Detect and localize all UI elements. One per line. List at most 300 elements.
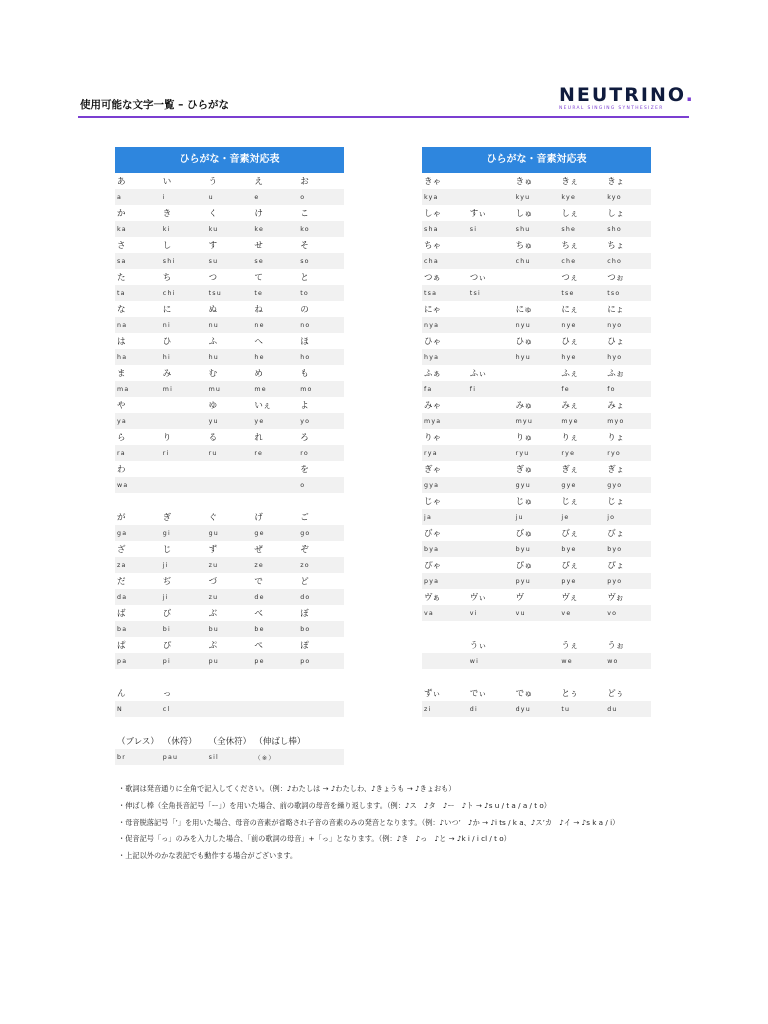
- phoneme-cell: kye: [561, 193, 577, 201]
- kana-cell: ね: [254, 305, 263, 315]
- phoneme-cell: kyo: [607, 193, 622, 201]
- special-kana-row: [115, 733, 344, 749]
- kana-cell: ふぁ: [424, 369, 442, 379]
- kana-cell: か: [117, 209, 126, 219]
- phoneme-cell: we: [561, 657, 573, 665]
- phoneme-row: [115, 525, 344, 541]
- phoneme-cell: mi: [162, 385, 174, 393]
- phoneme-cell: po: [300, 657, 311, 665]
- phoneme-cell: su: [208, 257, 219, 265]
- phoneme-cell: ha: [117, 353, 128, 361]
- phoneme-cell: ge: [254, 529, 265, 537]
- phoneme-cell: ja: [424, 513, 433, 521]
- note-item: ・母音脱落記号「’」を用いた場合、母音の音素が省略され子音の音素のみの発音となります。（例：♪いつ’ ♪か → ♪i ts / k a、♪ス’カ ♪イ → ♪s k a / i）: [118, 817, 620, 827]
- kana-cell: ヴぃ: [469, 593, 487, 603]
- phoneme-row: [422, 477, 651, 493]
- phoneme-row: [422, 701, 651, 717]
- kana-cell: うぉ: [607, 641, 625, 651]
- kana-cell: む: [208, 369, 218, 379]
- kana-cell: と: [300, 273, 309, 283]
- phoneme-cell: wa: [117, 481, 129, 489]
- phoneme-row: [422, 349, 651, 365]
- kana-cell: ぷ: [208, 641, 218, 651]
- phoneme-cell: ho: [300, 353, 311, 361]
- kana-row: [115, 205, 344, 221]
- phoneme-cell: re: [254, 449, 264, 457]
- kana-cell: りぇ: [561, 433, 579, 443]
- phoneme-cell: nya: [424, 321, 440, 329]
- kana-cell: ま: [117, 369, 126, 379]
- phoneme-cell: ji: [162, 593, 169, 601]
- phoneme-cell: ma: [117, 385, 130, 393]
- kana-row: [422, 685, 651, 701]
- phoneme-cell: N: [117, 705, 123, 713]
- kana-cell: しゃ: [424, 209, 442, 219]
- phoneme-cell: sha: [424, 225, 439, 233]
- phoneme-cell: hyu: [515, 353, 531, 361]
- kana-cell: く: [208, 209, 218, 219]
- phoneme-cell: cho: [607, 257, 623, 265]
- kana-cell: どぅ: [607, 689, 625, 699]
- phoneme-cell: byu: [515, 545, 531, 553]
- kana-cell: の: [300, 305, 309, 315]
- phoneme-row: [115, 221, 344, 237]
- phoneme-cell: pi: [162, 657, 171, 665]
- phoneme-cell: mya: [424, 417, 442, 425]
- kana-cell: ヴぁ: [424, 593, 441, 603]
- kana-row: [115, 509, 344, 525]
- phoneme-cell: gyu: [515, 481, 531, 489]
- hiragana-compound-table: [422, 147, 651, 717]
- kana-row: [422, 525, 651, 541]
- phoneme-cell: pa: [117, 657, 128, 665]
- kana-row: [422, 333, 651, 349]
- phoneme-cell: ta: [117, 289, 126, 297]
- phoneme-cell: tso: [607, 289, 621, 297]
- kana-cell: こ: [300, 209, 309, 219]
- kana-cell: ぴょ: [607, 561, 625, 571]
- kana-cell: ぎょ: [607, 465, 625, 475]
- kana-row: [115, 685, 344, 701]
- phoneme-cell: bye: [561, 545, 577, 553]
- kana-cell: ふぇ: [561, 369, 579, 379]
- kana-cell: ご: [300, 513, 309, 523]
- kana-cell: ぞ: [300, 545, 309, 555]
- phoneme-cell: ri: [162, 449, 170, 457]
- kana-cell: しょ: [607, 209, 625, 219]
- table-spacer: [115, 669, 344, 685]
- phoneme-cell: pye: [561, 577, 577, 585]
- phoneme-cell: mye: [561, 417, 579, 425]
- kana-cell: を: [300, 465, 309, 475]
- kana-cell: りゅ: [515, 433, 533, 443]
- usage-notes: [118, 781, 718, 865]
- phoneme-row: [422, 653, 651, 669]
- kana-cell: て: [254, 273, 263, 283]
- phoneme-cell: pyo: [607, 577, 623, 585]
- logo-dot: .: [685, 84, 695, 106]
- phoneme-row: [115, 701, 344, 717]
- special-label-full-rest: （全休符）: [208, 737, 252, 747]
- phoneme-cell: shi: [162, 257, 176, 265]
- logo-wordmark: [559, 84, 695, 106]
- kana-row: [115, 269, 344, 285]
- phoneme-cell: myo: [607, 417, 625, 425]
- phoneme-cell: ze: [254, 561, 264, 569]
- kana-cell: し: [162, 241, 172, 251]
- kana-cell: しぇ: [561, 209, 579, 219]
- kana-row: [115, 461, 344, 477]
- kana-cell: りょ: [607, 433, 625, 443]
- kana-cell: じ: [162, 545, 172, 555]
- kana-row: [115, 573, 344, 589]
- kana-cell: い: [162, 177, 172, 187]
- phoneme-cell: bi: [162, 625, 171, 633]
- kana-cell: にょ: [607, 305, 625, 315]
- phoneme-cell: va: [424, 609, 434, 617]
- phoneme-row: [115, 557, 344, 573]
- kana-cell: ひ: [162, 337, 172, 347]
- phoneme-row: [115, 653, 344, 669]
- phoneme-cell: sho: [607, 225, 622, 233]
- phoneme-row: [115, 477, 344, 493]
- kana-cell: ぎゃ: [424, 465, 442, 475]
- kana-cell: じゅ: [515, 497, 533, 507]
- phoneme-cell: zu: [208, 593, 219, 601]
- phoneme-cell: nyo: [607, 321, 623, 329]
- phoneme-cell: wo: [607, 657, 619, 665]
- kana-row: [422, 173, 651, 189]
- kana-cell: さ: [117, 241, 126, 251]
- kana-cell: も: [300, 369, 309, 379]
- kana-cell: ぜ: [254, 545, 263, 555]
- phoneme-row: [422, 413, 651, 429]
- phoneme-breath: br: [117, 753, 126, 761]
- kana-row: [422, 461, 651, 477]
- kana-cell: ふぃ: [469, 369, 487, 379]
- phoneme-cell: ye: [254, 417, 265, 425]
- phoneme-cell: do: [300, 593, 311, 601]
- kana-cell: ひゃ: [424, 337, 442, 347]
- phoneme-cell: se: [254, 257, 264, 265]
- kana-cell: ぐ: [208, 513, 218, 523]
- kana-cell: びぇ: [561, 529, 579, 539]
- table-spacer: [115, 493, 344, 509]
- kana-cell: ヴぉ: [607, 593, 624, 603]
- phoneme-cell: de: [254, 593, 265, 601]
- kana-cell: みょ: [607, 401, 625, 411]
- phoneme-cell: tse: [561, 289, 575, 297]
- kana-cell: み: [162, 369, 172, 379]
- phoneme-cell: ya: [117, 417, 127, 425]
- kana-row: [422, 237, 651, 253]
- kana-cell: じょ: [607, 497, 625, 507]
- phoneme-cell: yu: [208, 417, 219, 425]
- phoneme-cell: gya: [424, 481, 440, 489]
- kana-row: [422, 205, 651, 221]
- phoneme-cell: bo: [300, 625, 311, 633]
- kana-row: [422, 429, 651, 445]
- kana-cell: ちゃ: [424, 241, 442, 251]
- kana-cell: きゃ: [424, 177, 442, 187]
- kana-cell: げ: [254, 513, 263, 523]
- phoneme-cell: to: [300, 289, 309, 297]
- phoneme-cell: dyu: [515, 705, 531, 713]
- phoneme-row: [115, 285, 344, 301]
- phoneme-cell: be: [254, 625, 265, 633]
- kana-cell: ほ: [300, 337, 309, 347]
- phoneme-cell: ga: [117, 529, 128, 537]
- header-divider: [78, 116, 689, 118]
- table-body: [115, 173, 344, 717]
- phoneme-cell: e: [254, 193, 260, 201]
- phoneme-cell: i: [162, 193, 166, 201]
- kana-cell: び: [162, 609, 172, 619]
- phoneme-row: [115, 349, 344, 365]
- page-title: 使用可能な文字一覧 – ひらがな: [80, 99, 230, 111]
- kana-cell: っ: [162, 689, 172, 699]
- phoneme-cell: she: [561, 225, 577, 233]
- phoneme-cell: du: [607, 705, 618, 713]
- table-body: [422, 173, 651, 717]
- phoneme-cell: ji: [162, 561, 169, 569]
- kana-cell: ずぃ: [424, 689, 441, 699]
- kana-cell: じゃ: [424, 497, 442, 507]
- kana-cell: つぃ: [469, 273, 487, 283]
- kana-cell: へ: [254, 337, 263, 347]
- phoneme-cell: nye: [561, 321, 577, 329]
- kana-cell: じぇ: [561, 497, 579, 507]
- kana-row: [422, 589, 651, 605]
- kana-cell: ふぉ: [607, 369, 625, 379]
- phoneme-cell: bya: [424, 545, 440, 553]
- phoneme-cell: ryu: [515, 449, 530, 457]
- phoneme-rest: pau: [162, 753, 179, 761]
- phoneme-cell: vo: [607, 609, 618, 617]
- kana-cell: れ: [254, 433, 263, 443]
- phoneme-cell: ve: [561, 609, 572, 617]
- phoneme-cell: gye: [561, 481, 577, 489]
- phoneme-row: [422, 509, 651, 525]
- kana-cell: お: [300, 177, 309, 187]
- phoneme-cell: ni: [162, 321, 171, 329]
- phoneme-cell: rya: [424, 449, 438, 457]
- kana-cell: ん: [117, 689, 126, 699]
- phoneme-cell: hye: [561, 353, 577, 361]
- kana-cell: ちょ: [607, 241, 625, 251]
- phoneme-cell: kya: [424, 193, 439, 201]
- kana-cell: しゅ: [515, 209, 533, 219]
- phoneme-row: [115, 589, 344, 605]
- kana-row: [422, 557, 651, 573]
- kana-cell: せ: [254, 241, 263, 251]
- neutrino-logo: [559, 84, 695, 112]
- phoneme-cell: kyu: [515, 193, 531, 201]
- phoneme-row: [115, 189, 344, 205]
- phoneme-row: [115, 381, 344, 397]
- phoneme-cell: ba: [117, 625, 128, 633]
- kana-row: [115, 365, 344, 381]
- phoneme-cell: zi: [424, 705, 432, 713]
- kana-cell: え: [254, 177, 263, 187]
- phoneme-row: [422, 573, 651, 589]
- kana-cell: ひょ: [607, 337, 625, 347]
- kana-cell: た: [117, 273, 126, 283]
- special-phoneme-row: [115, 749, 344, 765]
- phoneme-row: [422, 189, 651, 205]
- kana-row: [115, 333, 344, 349]
- kana-cell: だ: [117, 577, 126, 587]
- kana-cell: ば: [117, 609, 126, 619]
- phoneme-cell: tu: [561, 705, 571, 713]
- phoneme-cell: sa: [117, 257, 127, 265]
- table-header: ひらがな・音素対応表: [422, 147, 651, 173]
- kana-cell: あ: [117, 177, 126, 187]
- kana-cell: つぉ: [607, 273, 625, 283]
- kana-cell: ヴ: [515, 593, 525, 603]
- kana-cell: ちゅ: [515, 241, 533, 251]
- kana-cell: とぅ: [561, 689, 579, 699]
- kana-cell: や: [117, 401, 126, 411]
- kana-cell: ぶ: [208, 609, 218, 619]
- table-spacer: [422, 669, 651, 685]
- kana-cell: め: [254, 369, 263, 379]
- phoneme-cell: hya: [424, 353, 440, 361]
- kana-cell: でぃ: [469, 689, 487, 699]
- phoneme-row: [115, 253, 344, 269]
- kana-cell: うぃ: [469, 641, 487, 651]
- phoneme-cell: go: [300, 529, 311, 537]
- kana-cell: つ: [208, 273, 218, 283]
- phoneme-cell: so: [300, 257, 310, 265]
- phoneme-cell: nu: [208, 321, 219, 329]
- phoneme-cell: gyo: [607, 481, 623, 489]
- phoneme-cell: vi: [469, 609, 478, 617]
- note-item: ・上記以外のかな表記でも動作する場合がございます。: [118, 851, 298, 861]
- phoneme-full-rest: sil: [208, 753, 219, 761]
- phoneme-cell: ku: [208, 225, 219, 233]
- phoneme-row: [422, 221, 651, 237]
- kana-cell: で: [254, 577, 263, 587]
- phoneme-row: [422, 381, 651, 397]
- phoneme-cell: u: [208, 193, 214, 201]
- kana-cell: ぼ: [300, 609, 309, 619]
- kana-row: [422, 637, 651, 653]
- phoneme-row: [422, 445, 651, 461]
- phoneme-cell: zo: [300, 561, 310, 569]
- phoneme-row: [422, 541, 651, 557]
- kana-cell: ぴぇ: [561, 561, 579, 571]
- phoneme-cell: me: [254, 385, 267, 393]
- kana-cell: にゅ: [515, 305, 533, 315]
- phoneme-cell: pe: [254, 657, 265, 665]
- phoneme-cell: di: [469, 705, 478, 713]
- kana-cell: き: [162, 209, 172, 219]
- logo-subtitle: NEURAL SINGING SYNTHESIZER: [559, 106, 664, 111]
- phoneme-cell: te: [254, 289, 264, 297]
- kana-cell: うぇ: [561, 641, 579, 651]
- kana-row: [115, 397, 344, 413]
- phoneme-cell: fi: [469, 385, 477, 393]
- kana-cell: り: [162, 433, 172, 443]
- phoneme-cell: hu: [208, 353, 219, 361]
- phoneme-row: [115, 317, 344, 333]
- phoneme-cell: ki: [162, 225, 171, 233]
- kana-cell: ふ: [208, 337, 218, 347]
- phoneme-cell: hyo: [607, 353, 623, 361]
- phoneme-cell: za: [117, 561, 127, 569]
- phoneme-cell: ka: [117, 225, 127, 233]
- kana-cell: ぱ: [117, 641, 126, 651]
- phoneme-cell: ju: [515, 513, 524, 521]
- kana-cell: びゃ: [424, 529, 442, 539]
- kana-cell: づ: [208, 577, 218, 587]
- phoneme-cell: je: [561, 513, 570, 521]
- kana-cell: にぇ: [561, 305, 579, 315]
- phoneme-row: [422, 285, 651, 301]
- kana-row: [115, 605, 344, 621]
- kana-cell: う: [208, 177, 218, 187]
- special-label-breath: （ブレス）: [117, 737, 159, 747]
- kana-cell: ら: [117, 433, 126, 443]
- kana-cell: は: [117, 337, 126, 347]
- kana-cell: ぎぇ: [561, 465, 579, 475]
- kana-cell: け: [254, 209, 263, 219]
- phoneme-cell: zu: [208, 561, 219, 569]
- kana-row: [422, 493, 651, 509]
- phoneme-cell: mu: [208, 385, 222, 393]
- kana-cell: きゅ: [515, 177, 533, 187]
- phoneme-row: [422, 605, 651, 621]
- kana-cell: ひゅ: [515, 337, 533, 347]
- kana-cell: ど: [300, 577, 309, 587]
- kana-cell: わ: [117, 465, 126, 475]
- kana-cell: ぴゅ: [515, 561, 533, 571]
- phoneme-cell: byo: [607, 545, 623, 553]
- kana-cell: でゅ: [515, 689, 533, 699]
- phoneme-cell: bu: [208, 625, 219, 633]
- phoneme-row: [115, 445, 344, 461]
- kana-cell: が: [117, 513, 126, 523]
- special-label-long-vowel: （伸ばし棒）: [254, 737, 306, 747]
- phoneme-long-vowel: （※）: [254, 754, 276, 762]
- kana-row: [422, 269, 651, 285]
- phoneme-row: [115, 413, 344, 429]
- phoneme-cell: ko: [300, 225, 310, 233]
- kana-cell: つぁ: [424, 273, 441, 283]
- phoneme-cell: cha: [424, 257, 439, 265]
- phoneme-cell: gu: [208, 529, 219, 537]
- phoneme-cell: a: [117, 193, 123, 201]
- kana-row: [422, 301, 651, 317]
- kana-cell: ち: [162, 273, 172, 283]
- kana-cell: ぺ: [254, 641, 263, 651]
- phoneme-cell: rye: [561, 449, 576, 457]
- kana-cell: ゆ: [208, 401, 218, 411]
- kana-cell: ぴゃ: [424, 561, 442, 571]
- phoneme-cell: ro: [300, 449, 309, 457]
- phoneme-cell: ne: [254, 321, 265, 329]
- kana-cell: す: [208, 241, 218, 251]
- phoneme-cell: na: [117, 321, 128, 329]
- kana-row: [115, 173, 344, 189]
- kana-cell: きょ: [607, 177, 625, 187]
- kana-cell: みぇ: [561, 401, 579, 411]
- kana-cell: ヴぇ: [561, 593, 579, 603]
- table-header: ひらがな・音素対応表: [115, 147, 344, 173]
- kana-cell: べ: [254, 609, 263, 619]
- kana-cell: りゃ: [424, 433, 442, 443]
